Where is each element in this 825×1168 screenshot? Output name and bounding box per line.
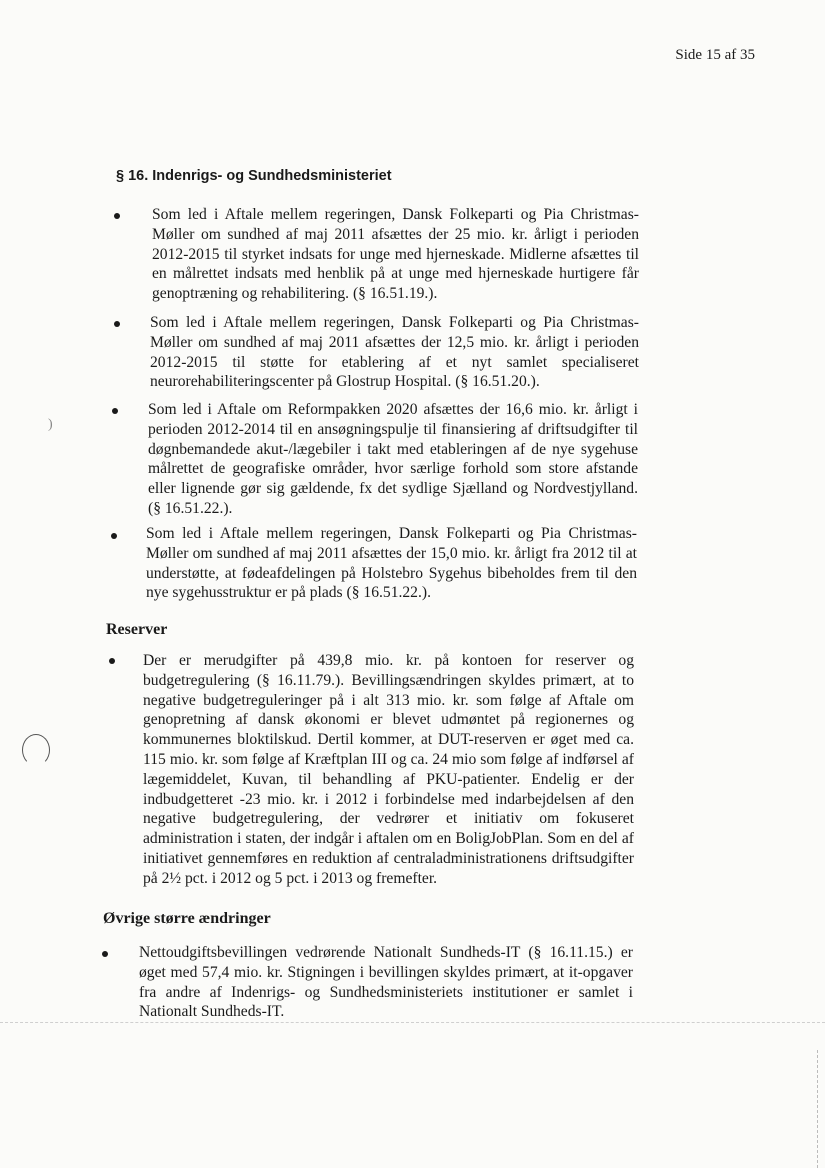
reserver-heading: Reserver bbox=[106, 621, 168, 638]
list-item-text: Som led i Aftale mellem regeringen, Dansk Folkeparti og Pia Christmas-Møller om sundhed af maj 2011 afsættes der 12,5 mio. kr. årligt i perioden 2012-2015 til støtte for etablering af et nyt samlet specialiseret neurorehabiliteringscenter på Glostrup Hospital. (§ 16.51.20.). bbox=[150, 314, 639, 391]
bullet-icon bbox=[109, 658, 115, 664]
oevrige-text: Nettoudgiftsbevillingen vedrørende Nationalt Sundheds-IT (§ 16.11.15.) er øget med 57,4 mio. kr. Stigningen i bevillingen skyldes primært, at it-opgaver fra andre af Indenrigs- og Sundhedsministeriets institutioner er samlet i Nationalt Sundheds-IT. bbox=[139, 944, 633, 1021]
margin-bracket-mark: ) bbox=[48, 417, 53, 432]
bullet-icon bbox=[114, 321, 120, 327]
reserver-text: Der er merudgifter på 439,8 mio. kr. på kontoen for reserver og budgetregulering (§ 16.11.79.). Bevillingsændringen skyldes primært, at to negative budgetreguleringer på i alt 313 mio. kr. som følge af Aftale om genopretning af dansk økonomi er blevet udmøntet på regionernes og kommunernes bloktilskud. Dertil kommer, at DUT-reserven er øget med ca. 115 mio. kr. som følge af Kræftplan III og ca. 24 mio som følge af indførsel af lægemiddelet, Kuvan, til behandling af PKU-patienter. Endelig er der indbudgetteret -23 mio. kr. i 2012 i forbindelse med indarbejdelsen af den negative budgetregulering, der vedrører et initiativ om fokuseret administration i staten, der indgår i aftalen om en BoligJobPlan. Som en del af initiativet gennemføres en reduktion af centraladministrationens driftsudgifter på 2½ pct. i 2012 og 5 pct. i 2013 og fremefter. bbox=[143, 652, 634, 887]
list-item-text: Som led i Aftale mellem regeringen, Dansk Folkeparti og Pia Christmas-Møller om sundhed af maj 2011 afsættes der 25 mio. kr. årligt i perioden 2012-2015 til styrket indsats for unge med hjerneskade. Midlerne afsættes til en målrettet indsats med henblik på at unge med hjerneskade hurtigere får genoptræning og rehabilitering. (§ 16.51.19.). bbox=[152, 206, 639, 303]
list-item-text: Som led i Aftale om Reformpakken 2020 afsættes der 16,6 mio. kr. årligt i perioden 2012-2014 til en ansøgningspulje til finansiering af driftsudgifter til døgnbemandede akut-/lægebiler i takt med etableringen af de nye sygehuse målrettet de geografiske områder, hvor særlige forhold som store afstande eller lignende gør sig gældende, fx det sydlige Sjælland og Nordvestjylland. (§ 16.51.22.). bbox=[148, 401, 638, 517]
list-item-text: Som led i Aftale mellem regeringen, Dansk Folkeparti og Pia Christmas-Møller om sundhed af maj 2011 afsættes der 15,0 mio. kr. årligt fra 2012 til at understøtte, at fødeafdelingen på Holstebro Sygehus bibeholdes frem til den nye sygehusstruktur er på plads (§ 16.51.22.). bbox=[146, 525, 637, 602]
page-number: Side 15 af 35 bbox=[675, 47, 755, 63]
bullet-icon bbox=[111, 533, 117, 539]
bullet-icon bbox=[102, 951, 108, 957]
oevrige-heading: Øvrige større ændringer bbox=[103, 910, 271, 927]
bullet-icon bbox=[112, 408, 118, 414]
bullet-icon bbox=[114, 213, 120, 219]
punch-hole-mark bbox=[22, 734, 50, 766]
section-title: § 16. Indenrigs- og Sundhedsministeriet bbox=[116, 168, 392, 184]
scan-divider bbox=[0, 1022, 825, 1024]
scan-edge-line bbox=[817, 1050, 819, 1168]
